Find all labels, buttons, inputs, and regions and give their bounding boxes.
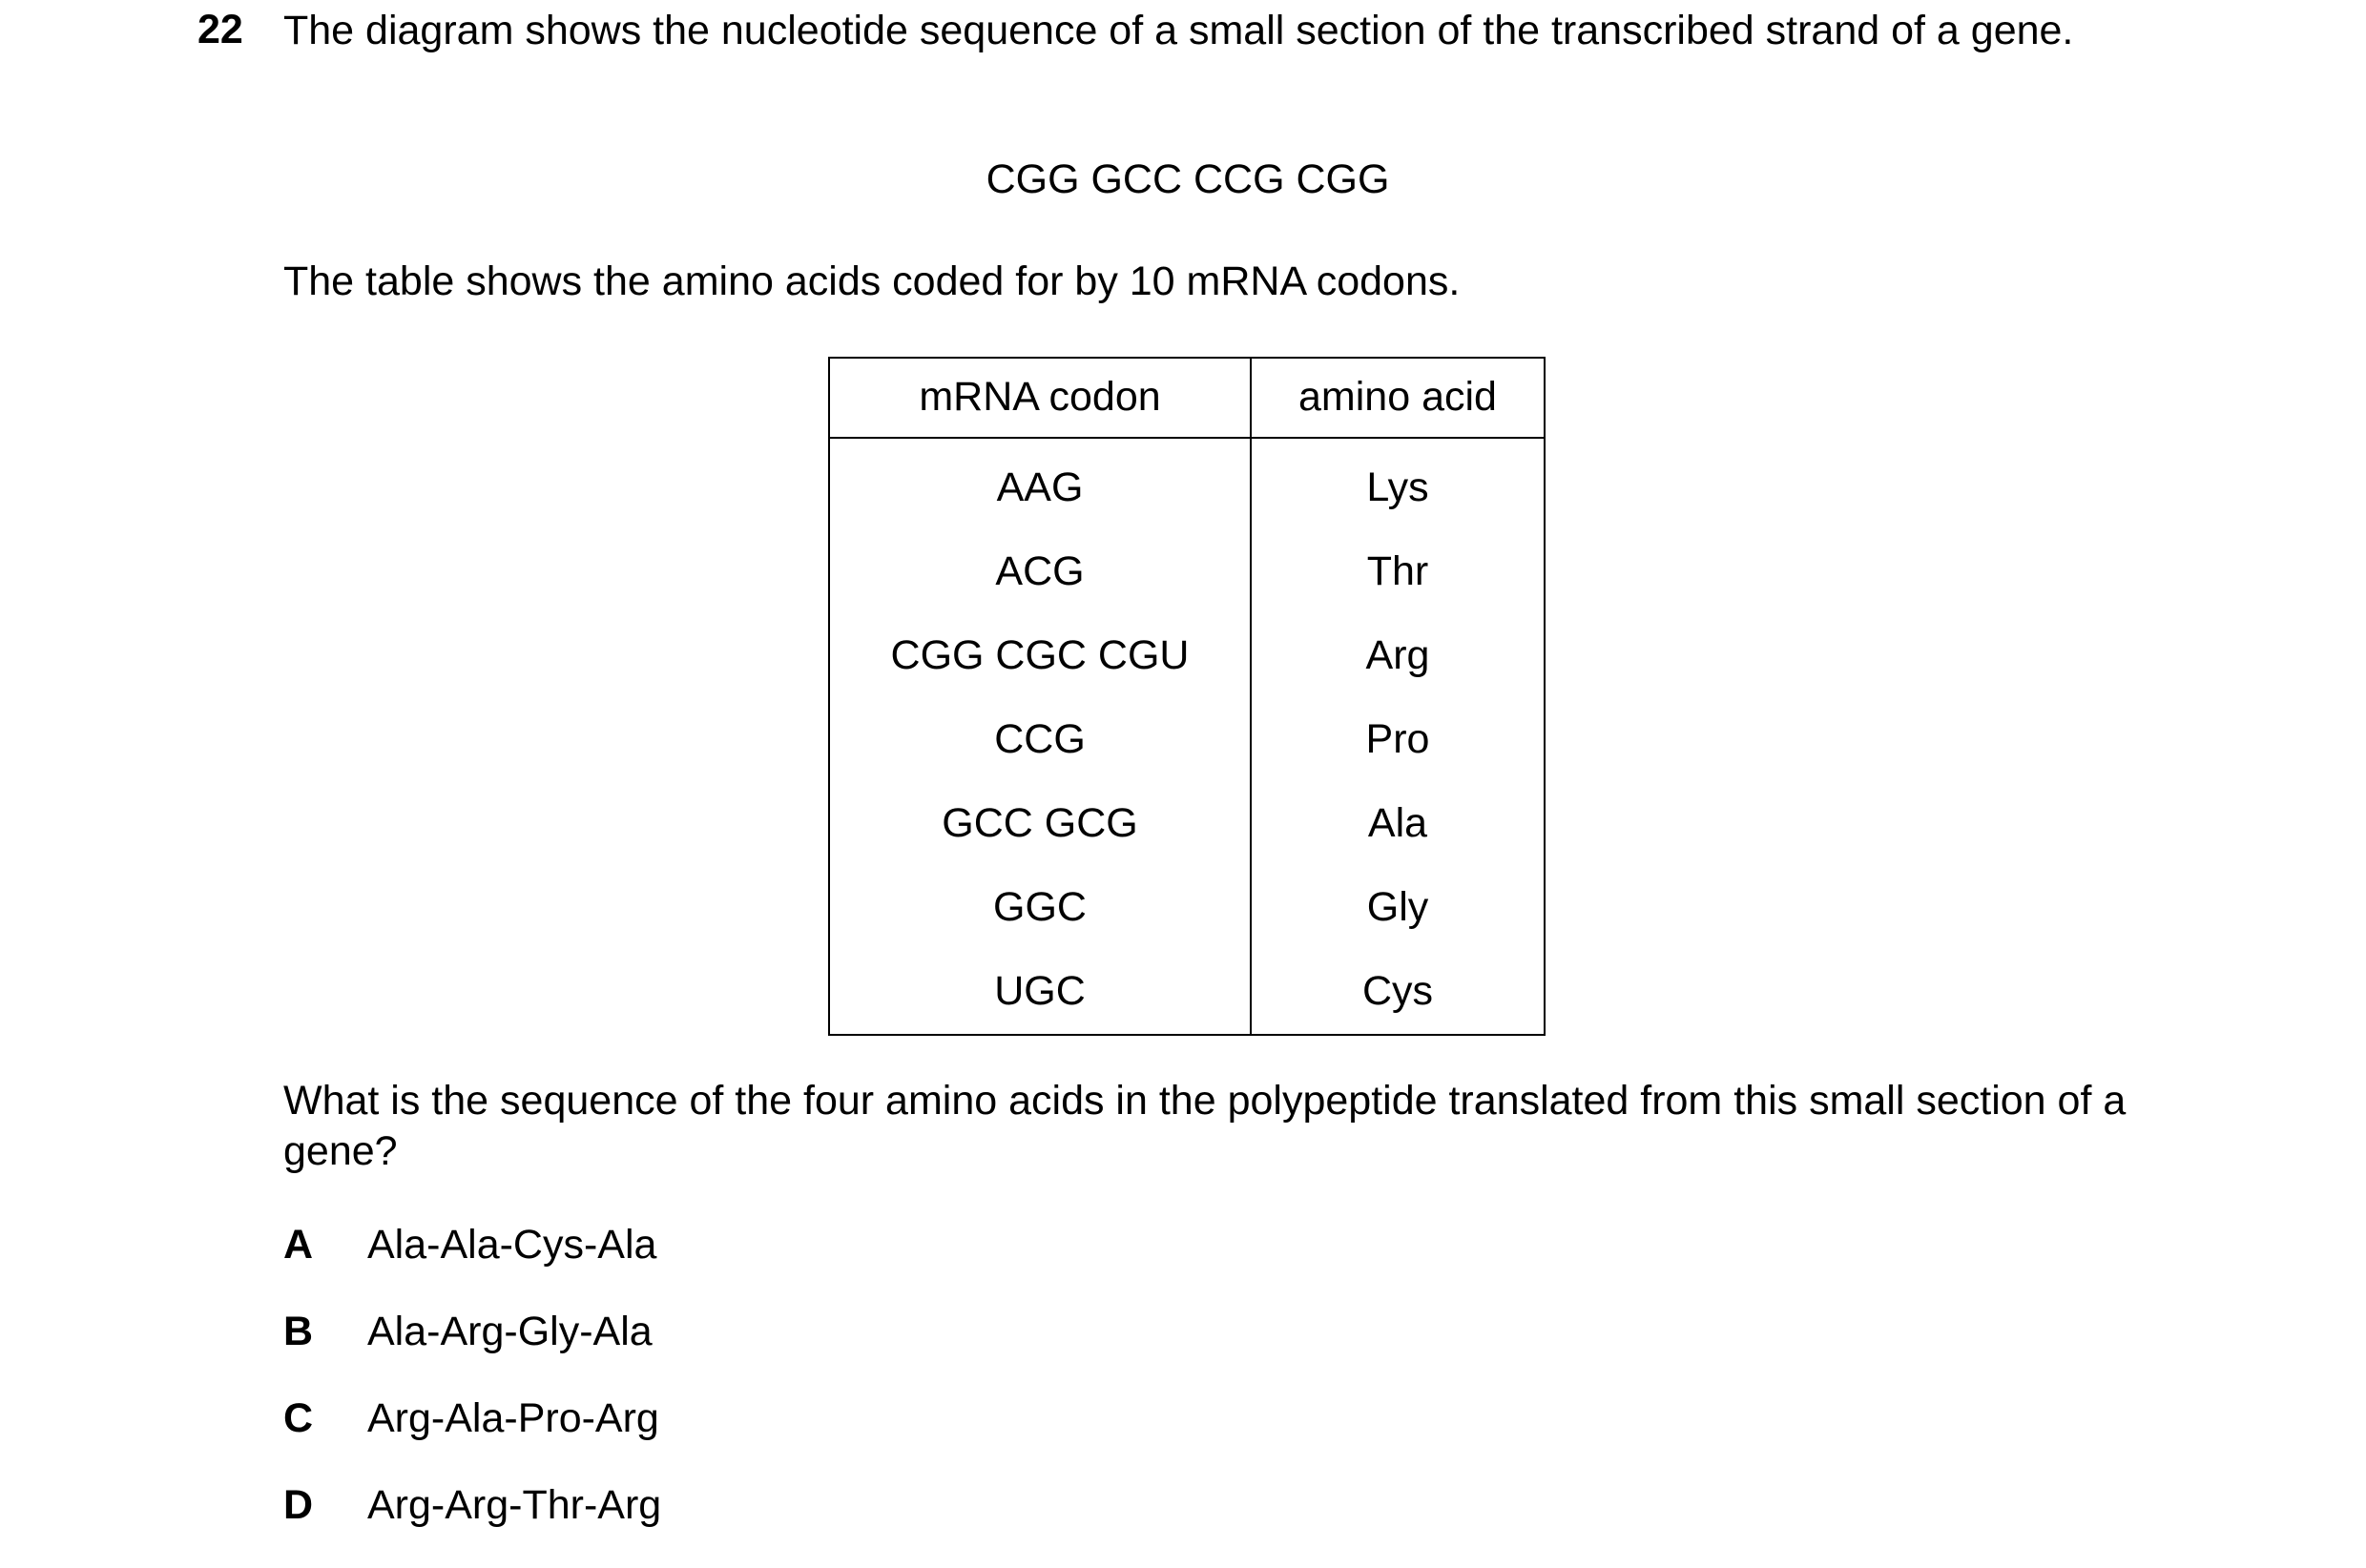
answer-options [283,1221,661,1568]
question-number: 22 [197,7,243,52]
codon-cell: UGC [829,950,1251,1035]
option-text: Ala-Ala-Cys-Ala [367,1222,657,1268]
option-text: Ala-Arg-Gly-Ala [367,1309,653,1354]
amino-acid-cell: Lys [1251,438,1545,530]
table-row [829,530,1545,614]
amino-acid-cell: Gly [1251,866,1545,950]
amino-acid-cell: Ala [1251,782,1545,866]
table-intro: The table shows the amino acids coded for by 10 mRNA codons. [283,258,1461,304]
option-d[interactable] [283,1481,661,1568]
codon-cell: ACG [829,530,1251,614]
option-letter: D [283,1482,314,1528]
question-prompt: What is the sequence of the four amino acids in the polypeptide translated from this small section of a gene? [283,1078,2127,1174]
codon-cell: CCG [829,698,1251,782]
codon-cell: AAG [829,438,1251,530]
codon-table [828,357,1546,1036]
table-row [829,438,1545,530]
option-b[interactable] [283,1308,661,1394]
header-amino-acid: amino acid [1251,358,1545,438]
option-text: Arg-Arg-Thr-Arg [367,1482,662,1528]
option-text: Arg-Ala-Pro-Arg [367,1395,659,1441]
codon-cell: GCC GCG [829,782,1251,866]
amino-acid-cell: Arg [1251,614,1545,698]
option-c[interactable] [283,1394,661,1481]
table-row [829,614,1545,698]
option-letter: C [283,1395,314,1441]
nucleotide-sequence: CGG GCC CCG CGG [986,156,1390,202]
table-row [829,950,1545,1035]
option-letter: B [283,1309,314,1354]
amino-acid-cell: Pro [1251,698,1545,782]
option-a[interactable] [283,1221,661,1308]
amino-acid-cell: Thr [1251,530,1545,614]
codon-cell: CGG CGC CGU [829,614,1251,698]
table-header-row [829,358,1545,438]
table-row [829,866,1545,950]
header-mrna-codon: mRNA codon [829,358,1251,438]
amino-acid-cell: Cys [1251,950,1545,1035]
table-row [829,698,1545,782]
codon-cell: GGC [829,866,1251,950]
option-letter: A [283,1222,314,1268]
question-stem: The diagram shows the nucleotide sequence of a small section of the transcribed strand of a gene. [283,8,2074,53]
table-row [829,782,1545,866]
